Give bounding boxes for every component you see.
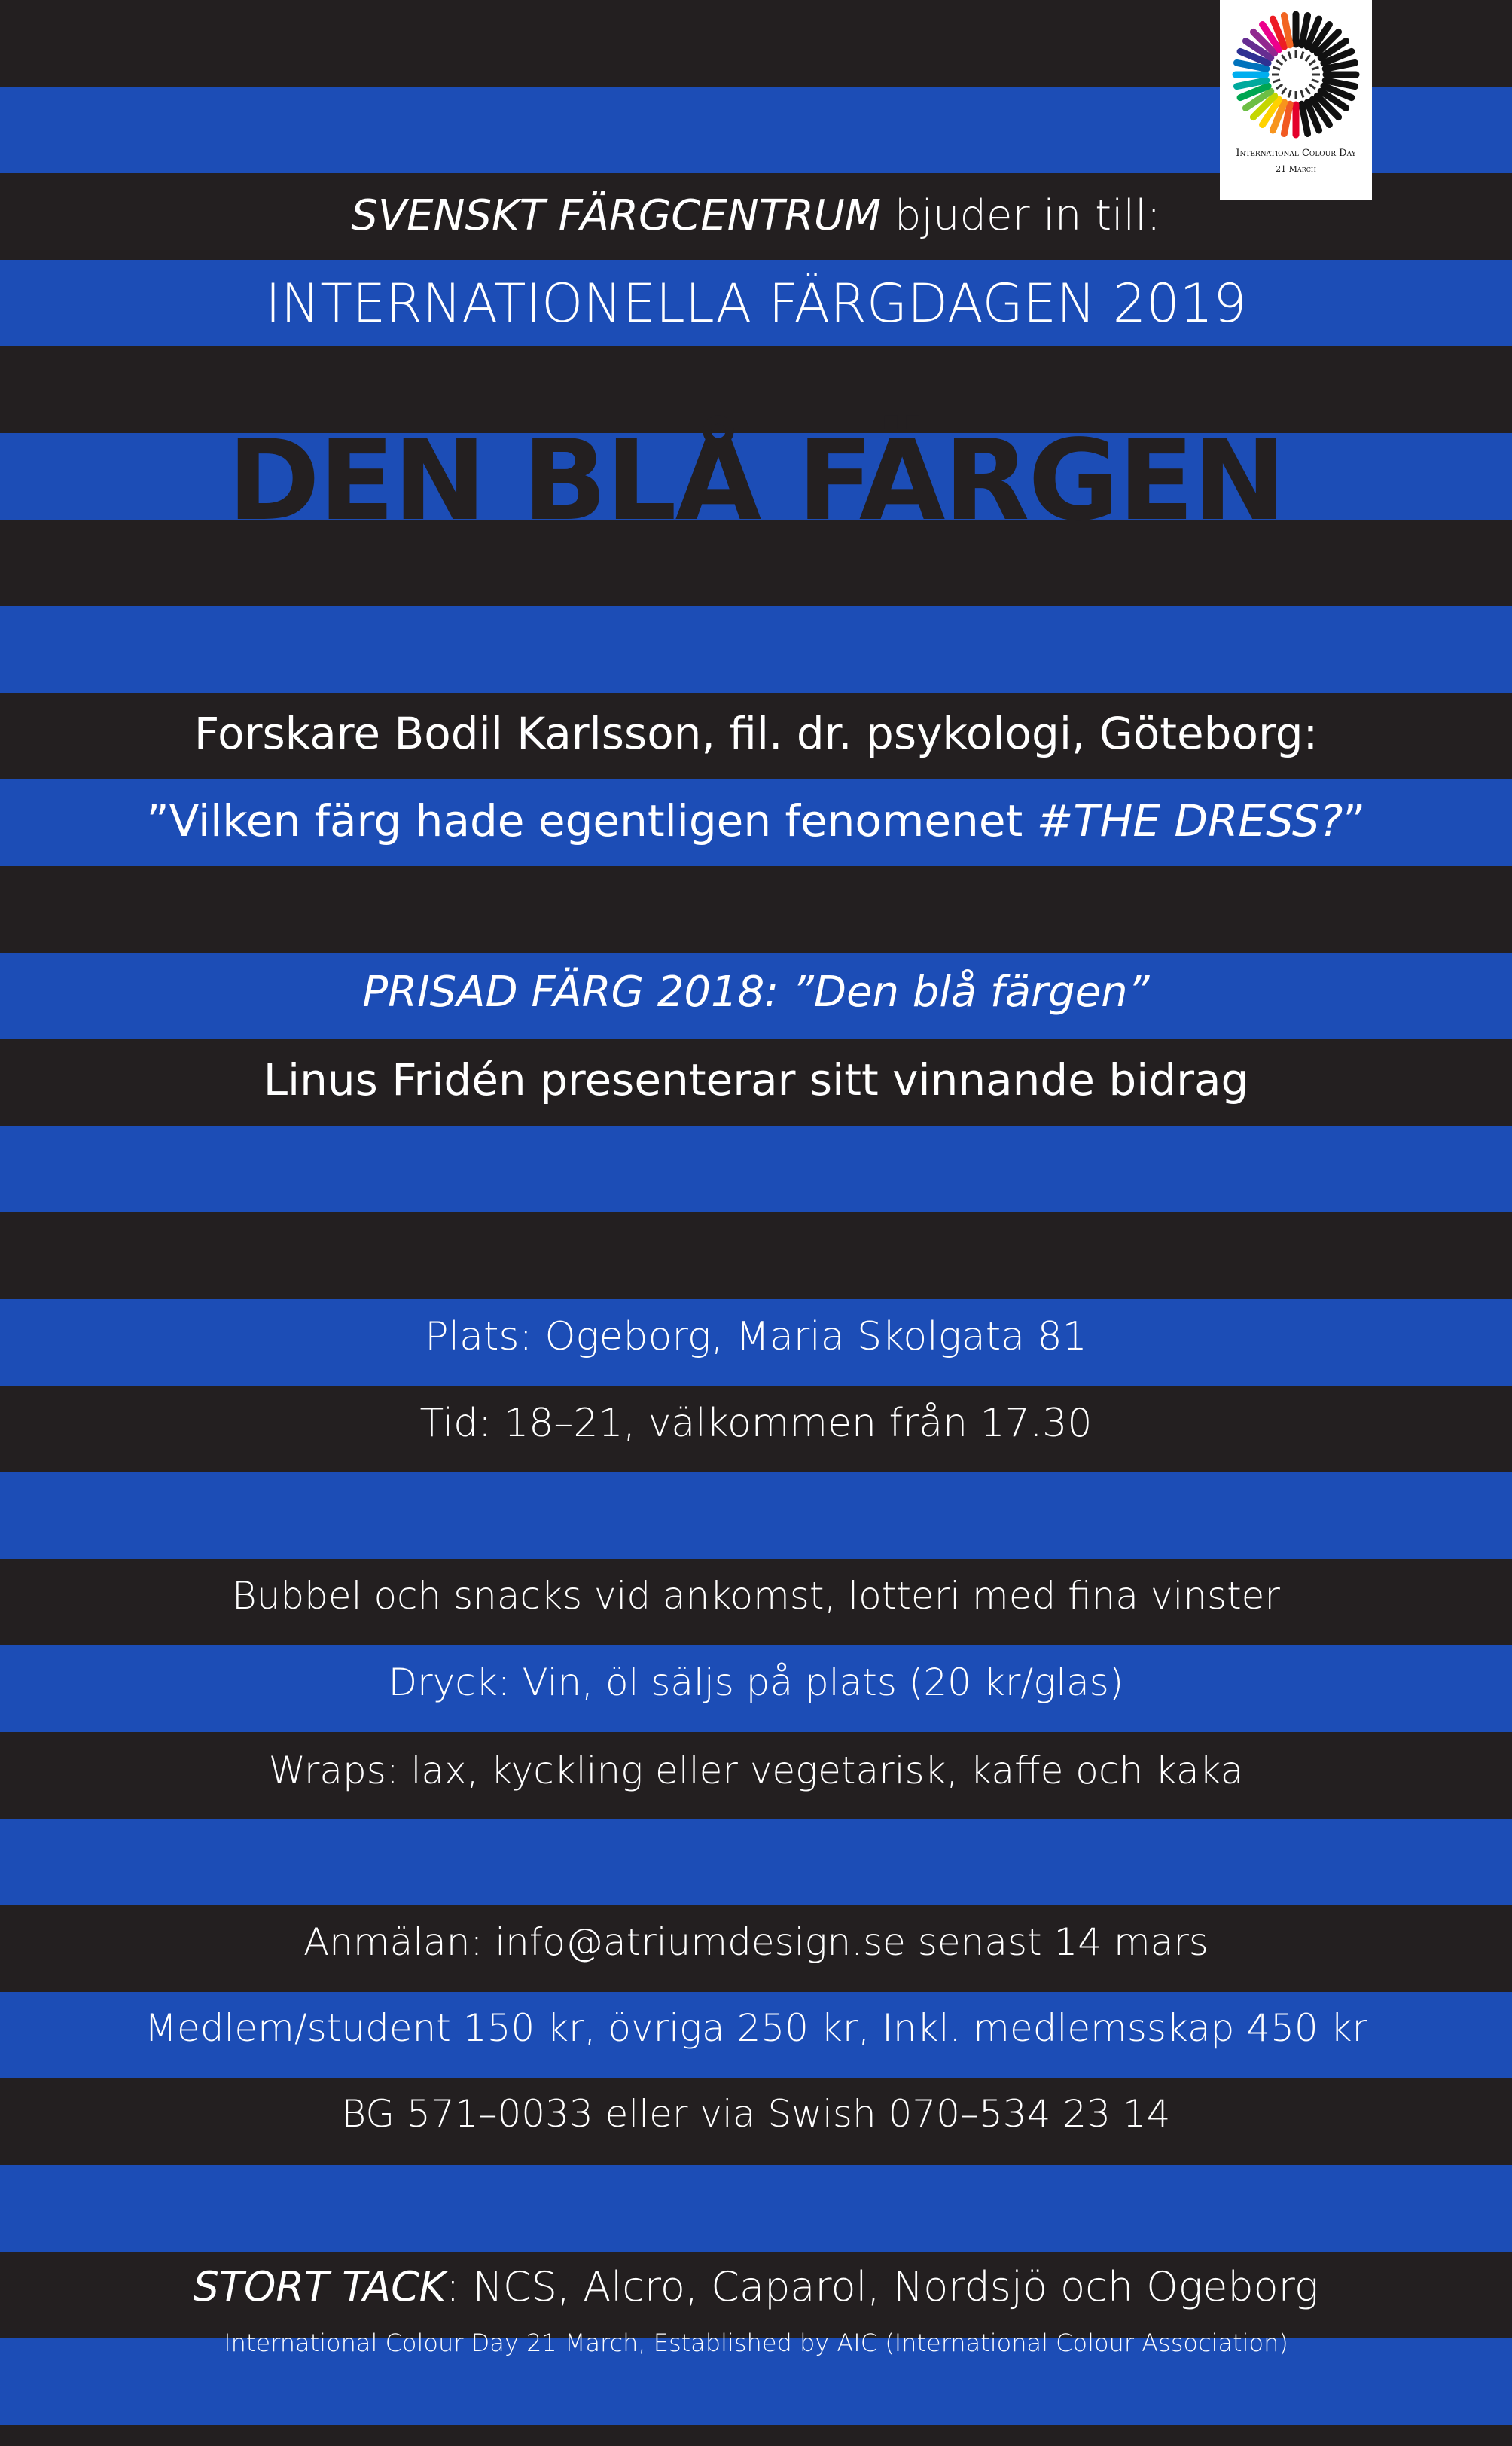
- thanks-line: [0, 2263, 1512, 2310]
- wheel-inner-ray: [1301, 52, 1303, 59]
- speaker-line: Forskare Bodil Karlsson, fil. dr. psykologi, Göteborg:: [194, 708, 1318, 759]
- wheel-inner-ray: [1276, 84, 1282, 89]
- prize-title: [0, 968, 1512, 1017]
- welcome-line: Bubbel och snacks vid ankomst, lotteri med fina vinster: [232, 1574, 1280, 1618]
- wheel-inner-ray: [1306, 55, 1310, 61]
- wheel-inner-ray: [1301, 90, 1303, 98]
- headline: DEN BLÅ FÄRGEN: [227, 416, 1285, 545]
- wheel-inner-ray: [1276, 60, 1282, 65]
- sponsor-list: : NCS, Alcro, Caparol, Nordsjö och Ogeborg: [446, 2263, 1319, 2310]
- prize-title-text: PRISAD FÄRG 2018: ”Den blå färgen”: [362, 968, 1150, 1017]
- wheel-inner-ray: [1282, 55, 1286, 61]
- price-line: Medlem/student 150 kr, övriga 250 kr, Inkl. medlemsskap 450 kr: [144, 2006, 1368, 2050]
- wheel-inner-ray: [1288, 52, 1291, 59]
- question-open: ”Vilken färg hade egentligen fenomenet: [146, 795, 1037, 846]
- thanks-label: STORT TACK: [193, 2263, 447, 2310]
- payment-line: BG 571–0033 eller via Swish 070–534 23 14: [341, 2092, 1171, 2136]
- established-line: International Colour Day 21 March, Established by AIC (International Colour Association): [224, 2329, 1288, 2357]
- venue-time: Tid: 18–21, välkommen från 17.30: [419, 1401, 1093, 1446]
- drinks-line: Dryck: Vin, öl säljs på plats (20 kr/glas): [388, 1661, 1124, 1704]
- logo-date: 21 March: [1276, 164, 1316, 174]
- wheel-inner-ray: [1309, 84, 1315, 89]
- wheel-inner-ray: [1288, 90, 1291, 98]
- signup-line: Anmälan: info@atriumdesign.se senast 14 mars: [303, 1920, 1209, 1964]
- colour-wheel-icon: [1230, 9, 1361, 140]
- host-line: [0, 191, 1512, 240]
- event-title: INTERNATIONELLA FÄRGDAGEN 2019: [265, 273, 1247, 334]
- wheel-inner-ray: [1309, 60, 1315, 65]
- wheel-inner-ray: [1273, 80, 1281, 82]
- logo-caption: International Colour Day: [1236, 148, 1356, 159]
- colour-day-logo: [1220, 0, 1372, 200]
- prize-presenter: Linus Fridén presenterar sitt vinnande bidrag: [263, 1054, 1249, 1106]
- question-close: ”: [1343, 795, 1366, 846]
- wheel-inner-ray: [1312, 67, 1319, 69]
- host-invite: bjuder in till:: [881, 191, 1161, 240]
- wheel-inner-ray: [1312, 80, 1319, 82]
- food-line: Wraps: lax, kyckling eller vegetarisk, kaffe och kaka: [268, 1749, 1244, 1792]
- wheel-inner-ray: [1273, 67, 1281, 69]
- wheel-inner-ray: [1282, 88, 1286, 94]
- question-hashtag: #THE DRESS?: [1036, 795, 1343, 846]
- wheel-inner-ray: [1306, 88, 1310, 94]
- venue-place: Plats: Ogeborg, Maria Skolgata 81: [425, 1314, 1087, 1359]
- talk-question: [0, 795, 1512, 846]
- host-org: SVENSKT FÄRGCENTRUM: [351, 191, 882, 240]
